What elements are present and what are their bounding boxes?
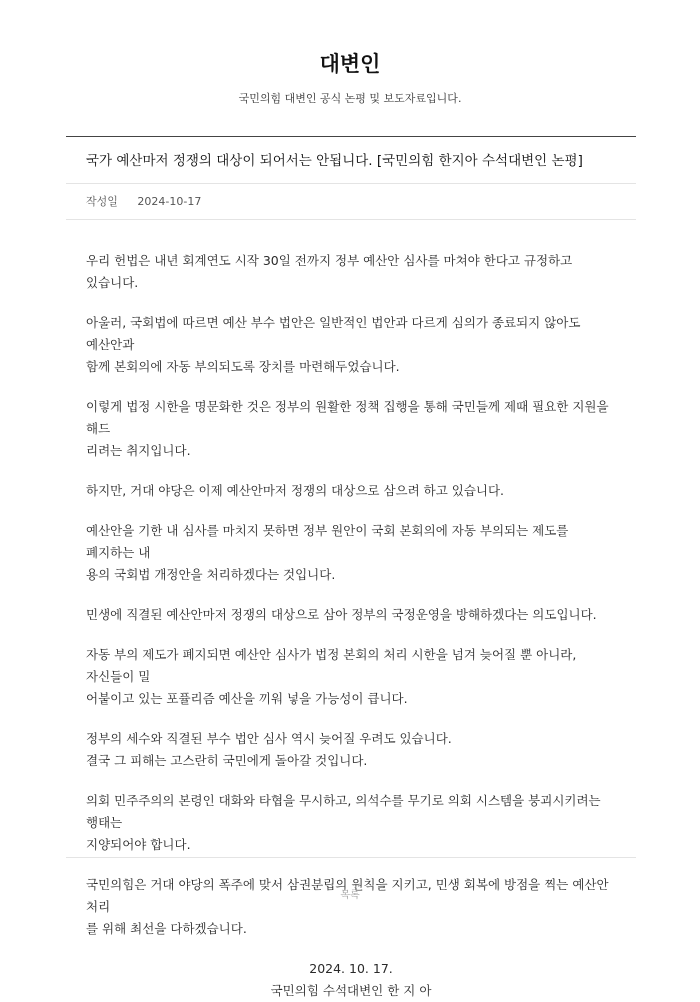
paragraph-line: 함께 본회의에 자동 부의되도록 장치를 마련해두었습니다. (86, 359, 400, 374)
article-title: 국가 예산마저 정쟁의 대상이 되어서는 안됩니다. [국민의힘 한지아 수석대변인 논평] (66, 137, 636, 184)
paragraph-line: 자동 부의 제도가 폐지되면 예산안 심사가 법정 본회의 처리 시한을 넘겨 늦어질 뿐 아니라, 자신들이 밀 (86, 647, 577, 684)
article-paragraph (86, 874, 616, 940)
article-paragraph (86, 790, 616, 856)
date-label: 작성일 (86, 195, 118, 208)
paragraph-line: 리려는 취지입니다. (86, 443, 191, 458)
paragraph-line: 지양되어야 합니다. (86, 837, 191, 852)
signature-date: 2024. 10. 17. (309, 961, 393, 976)
paragraph-line: 민생에 직결된 예산안마저 정쟁의 대상으로 삼아 정부의 국정운영을 방해하겠다는 의도입니다. (86, 607, 597, 622)
paragraph-line: 의회 민주주의의 본령인 대화와 타협을 무시하고, 의석수를 무기로 의회 시스템을 붕괴시키려는 행태는 (86, 793, 601, 830)
article-paragraph (86, 396, 616, 462)
date-value: 2024-10-17 (137, 195, 202, 208)
page-title: 대변인 (319, 52, 381, 76)
article-paragraph (86, 644, 616, 710)
article-paragraph (86, 728, 616, 772)
list-button[interactable]: 목록 (340, 890, 360, 901)
paragraph-line: 정부의 세수와 직결된 부수 법안 심사 역시 늦어질 우려도 있습니다. (86, 731, 452, 746)
page-description: 국민의힘 대변인 공식 논평 및 보도자료입니다. (238, 92, 462, 105)
site-header (0, 0, 700, 106)
signature (66, 958, 636, 1002)
article-body (66, 220, 636, 940)
article-meta (66, 184, 636, 220)
paragraph-line: 결국 그 피해는 고스란히 국민에게 돌아갈 것입니다. (86, 753, 368, 768)
paragraph-line: 어붙이고 있는 포퓰리즘 예산을 끼워 넣을 가능성이 큽니다. (86, 691, 408, 706)
article-paragraph (86, 604, 616, 626)
paragraph-line: 우리 헌법은 내년 회계연도 시작 30일 전까지 정부 예산안 심사를 마쳐야 한다고 규정하고 있습니다. (86, 253, 573, 290)
paragraph-line: 이렇게 법정 시한을 명문화한 것은 정부의 원활한 정책 집행을 통해 국민들께 제때 필요한 지원을 해드 (86, 399, 609, 436)
paragraph-line: 예산안을 기한 내 심사를 마치지 못하면 정부 원안이 국회 본회의에 자동 부의되는 제도를 폐지하는 내 (86, 523, 569, 560)
paragraph-line: 아울러, 국회법에 따르면 예산 부수 법안은 일반적인 법안과 다르게 심의가 종료되지 않아도 예산안과 (86, 315, 581, 352)
article-paragraph (86, 250, 616, 294)
paragraph-line: 를 위해 최선을 다하겠습니다. (86, 921, 247, 936)
paragraph-line: 용의 국회법 개정안을 처리하겠다는 것입니다. (86, 567, 336, 582)
article-paragraph (86, 312, 616, 378)
article-paragraph (86, 520, 616, 586)
article-paragraph (86, 480, 616, 502)
divider (66, 857, 636, 858)
paragraph-line: 하지만, 거대 야당은 이제 예산안마저 정쟁의 대상으로 삼으려 하고 있습니다. (86, 483, 505, 498)
article (66, 136, 636, 1002)
signature-name: 국민의힘 수석대변인 한 지 아 (270, 983, 432, 998)
paragraph-line: 국민의힘은 거대 야당의 폭주에 맞서 삼권분립의 원칙을 지키고, 민생 회복에 방점을 찍는 예산안 처리 (86, 877, 609, 914)
